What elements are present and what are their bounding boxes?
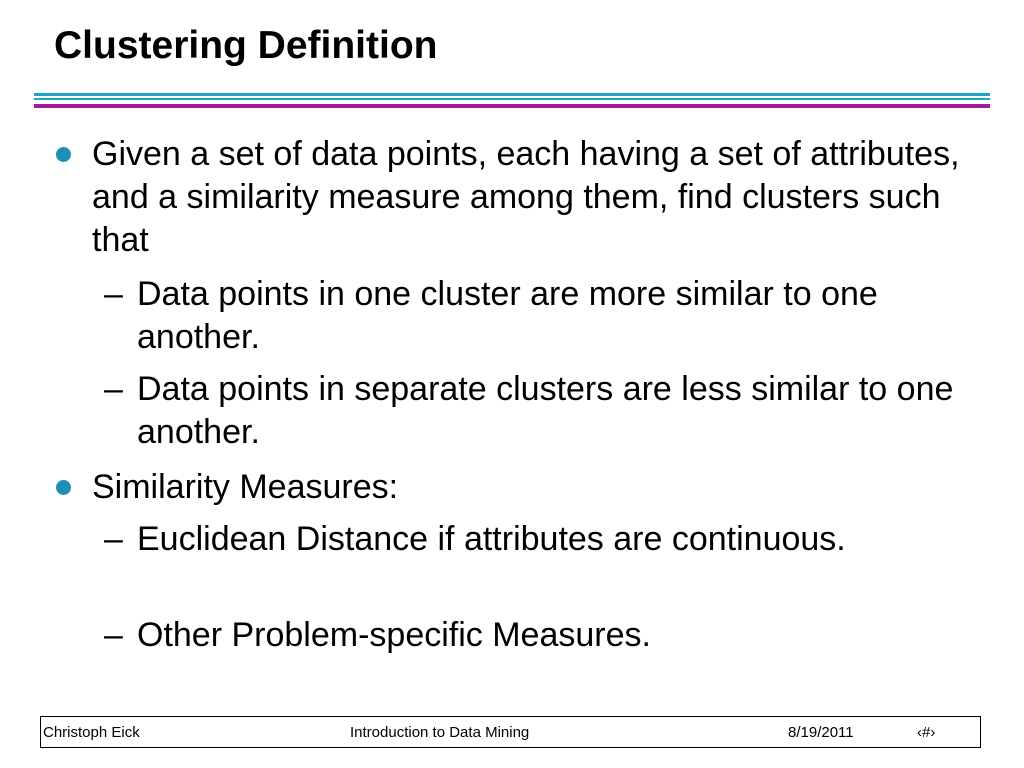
sub-bullet-item xyxy=(104,273,957,359)
sub-bullet-text: Data points in separate clusters are less similar to one another. xyxy=(137,370,954,451)
sub-bullet-text: Other Problem-specific Measures. xyxy=(137,616,651,654)
dash-icon: – xyxy=(104,520,123,558)
bullet-text: Given a set of data points, each having a set of attributes, and a similarity measure among them, find clusters such that xyxy=(92,135,960,259)
title-rule-cyan-bottom xyxy=(34,98,990,100)
footer-date: 8/19/2011 xyxy=(788,724,854,741)
bullet-text: Similarity Measures: xyxy=(92,468,399,506)
bullet-item xyxy=(92,133,972,262)
bullet-item xyxy=(92,466,972,509)
dash-icon: – xyxy=(104,616,123,654)
footer-page-number: ‹#› xyxy=(917,724,936,741)
dash-icon: – xyxy=(104,370,123,408)
sub-bullet-item xyxy=(104,614,957,657)
bullet-dot-icon xyxy=(56,147,71,162)
footer-course: Introduction to Data Mining xyxy=(350,724,530,741)
title-rule-magenta xyxy=(34,104,990,108)
footer-author: Christoph Eick xyxy=(43,724,140,741)
title-rule-cyan-top xyxy=(34,93,990,96)
sub-bullet-text: Euclidean Distance if attributes are continuous. xyxy=(137,520,846,558)
sub-bullet-item xyxy=(104,518,957,561)
sub-bullet-item xyxy=(104,368,957,454)
sub-bullet-text: Data points in one cluster are more similar to one another. xyxy=(137,275,878,356)
bullet-dot-icon xyxy=(56,480,71,495)
dash-icon: – xyxy=(104,275,123,313)
slide-footer xyxy=(40,716,981,748)
slide-title: Clustering Definition xyxy=(54,24,438,67)
